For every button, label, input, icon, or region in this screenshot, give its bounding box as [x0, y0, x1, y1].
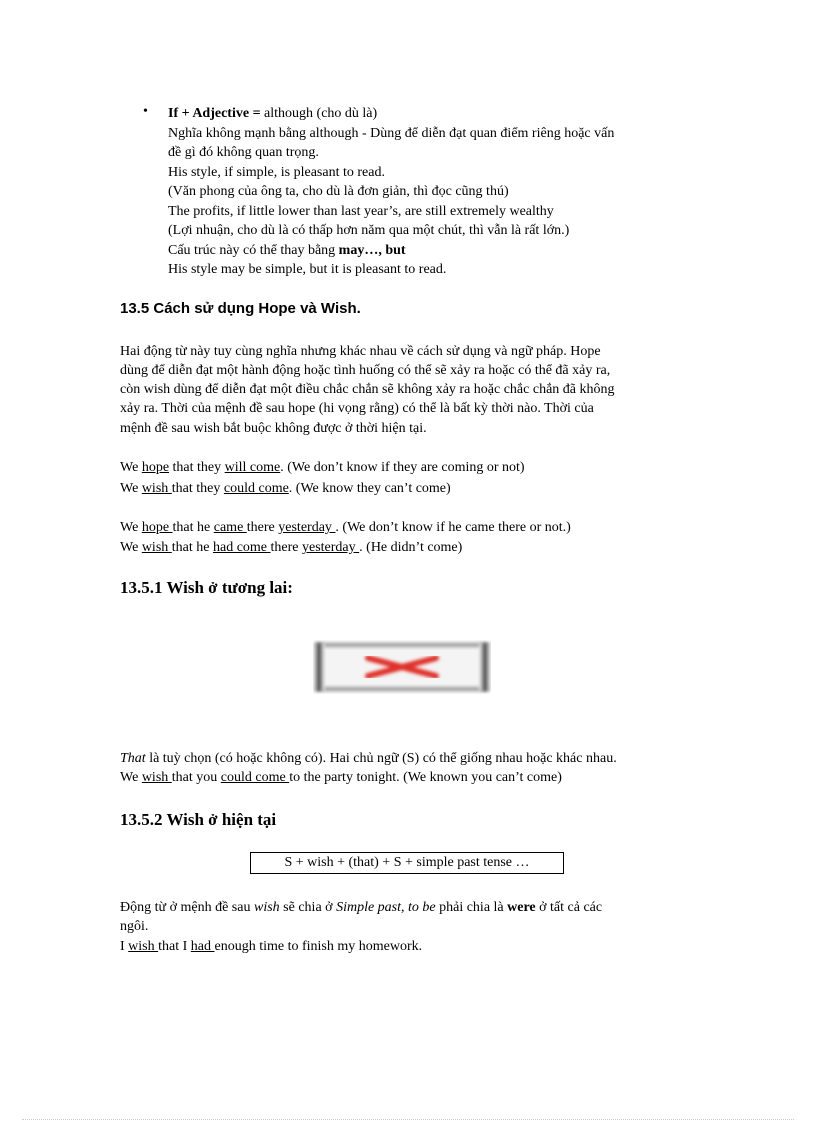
section-13-5-1-heading: 13.5.1 Wish ở tương lai: [120, 578, 293, 597]
text: We [120, 460, 142, 475]
broken-image-icon [313, 639, 491, 695]
text: there [246, 520, 279, 535]
underlined-verb: had come [212, 540, 271, 555]
paragraph-line-1: Hai động từ này tuy cùng nghĩa nhưng khác nhau về cách sử dụng và ngữ pháp. Hope [120, 344, 601, 359]
underlined-wish: wish [128, 939, 159, 954]
text: that he [171, 540, 213, 555]
text: enough time to finish my homework. [214, 939, 423, 954]
section-13-5-2-heading: 13.5.2 Wish ở hiện tại [120, 810, 277, 829]
text: I [120, 939, 129, 954]
text: We [120, 481, 142, 496]
bullet-line-9: His style may be simple, but it is pleasant to read. [168, 262, 447, 277]
paragraph-line-4: xảy ra. Thời của mệnh đề sau hope (hi vọng rằng) có thể là bất kỳ thời nào. Thời của [120, 401, 594, 416]
were-bold: were [507, 900, 536, 915]
text: that I [158, 939, 191, 954]
text: là tuỳ chọn (có hoặc không có). Hai chủ ngữ (S) có thể giống nhau hoặc khác nhau. [145, 751, 617, 766]
paragraph-line-5: mệnh đề sau wish bắt buộc không được ở thời hiện tại. [120, 421, 427, 436]
may-but-label: may…, but [338, 243, 406, 258]
section-13-5-heading: 13.5 Cách sử dụng Hope và Wish. [120, 300, 361, 317]
underlined-yesterday: yesterday [278, 520, 336, 535]
text: . (We know they can’t come) [288, 481, 451, 496]
text: to the party tonight. (We known you can’t come) [289, 770, 562, 785]
text: that you [171, 770, 221, 785]
bullet-marker: • [143, 104, 148, 119]
simple-past-italic: Simple past, to be [336, 900, 436, 915]
underlined-hope: hope [141, 520, 173, 535]
example-hope-1 [120, 458, 525, 478]
bullet-line-6: The profits, if little lower than last year’s, are still extremely wealthy [168, 204, 554, 219]
text: We [120, 770, 142, 785]
bullet-line-5: (Văn phong của ông ta, cho dù là đơn giản, thì đọc cũng thú) [168, 184, 509, 199]
underlined-wish: wish [141, 540, 172, 555]
text: ở tất cả các [535, 900, 603, 915]
example-wish-1 [120, 479, 451, 499]
if-adjective-label: If + Adjective = [168, 106, 261, 121]
example-hope-2 [120, 518, 571, 538]
underlined-had: had [190, 939, 215, 954]
example-wish-future [120, 768, 562, 788]
text: Động từ ở mệnh đề sau [120, 900, 254, 915]
underlined-verb: could come [223, 481, 289, 496]
bullet-line-4: His style, if simple, is pleasant to read. [168, 165, 385, 180]
underlined-hope: hope [141, 460, 170, 475]
page-bottom-rule [22, 1119, 794, 1120]
underlined-verb: came [213, 520, 247, 535]
bullet-line-2: Nghĩa không mạnh bằng although - Dùng để diễn đạt quan điểm riêng hoặc vấn [168, 126, 615, 141]
present-wish-note-line-1 [120, 898, 602, 918]
paragraph-line-3: còn wish dùng để diễn đạt một điều chắc chắn sẽ không xảy ra hoặc chắc chắn đã không [120, 382, 615, 397]
wish-italic: wish [253, 900, 280, 915]
bullet-line-1 [168, 104, 377, 124]
text: . (We don’t know if he came there or not.) [335, 520, 571, 535]
underlined-verb: will come [224, 460, 281, 475]
text: . (He didn’t come) [359, 540, 463, 555]
text: that he [172, 520, 214, 535]
text: sẽ chia ở [279, 900, 337, 915]
bullet-line-7: (Lợi nhuận, cho dù là có thấp hơn năm qua một chút, thì vẫn là rất lớn.) [168, 223, 570, 238]
formula-box: S + wish + (that) + S + simple past tense … [250, 852, 564, 874]
text: there [270, 540, 302, 555]
if-adjective-rest: although (cho dù là) [260, 106, 378, 121]
text: phải chia là [435, 900, 508, 915]
that-optional-note [120, 749, 617, 769]
bullet-line-8 [168, 241, 406, 261]
present-wish-note-line-2: ngôi. [120, 919, 149, 934]
underlined-wish: wish [141, 481, 172, 496]
that-italic: That [120, 751, 146, 766]
text: We [120, 540, 142, 555]
paragraph-line-2: dùng để diễn đạt một hành động hoặc tình huống có thể sẽ xảy ra hoặc có thể đã xảy ra, [120, 363, 611, 378]
example-wish-2 [120, 538, 462, 558]
text: that they [169, 460, 225, 475]
underlined-yesterday: yesterday [302, 540, 360, 555]
example-wish-present [120, 937, 422, 957]
text: We [120, 520, 142, 535]
line8-pre: Cấu trúc này có thể thay bằng [168, 243, 339, 258]
text: that they [171, 481, 224, 496]
underlined-verb: could come [220, 770, 290, 785]
bullet-line-3: đề gì đó không quan trọng. [168, 145, 319, 160]
text: . (We don’t know if they are coming or not) [280, 460, 525, 475]
underlined-wish: wish [141, 770, 172, 785]
